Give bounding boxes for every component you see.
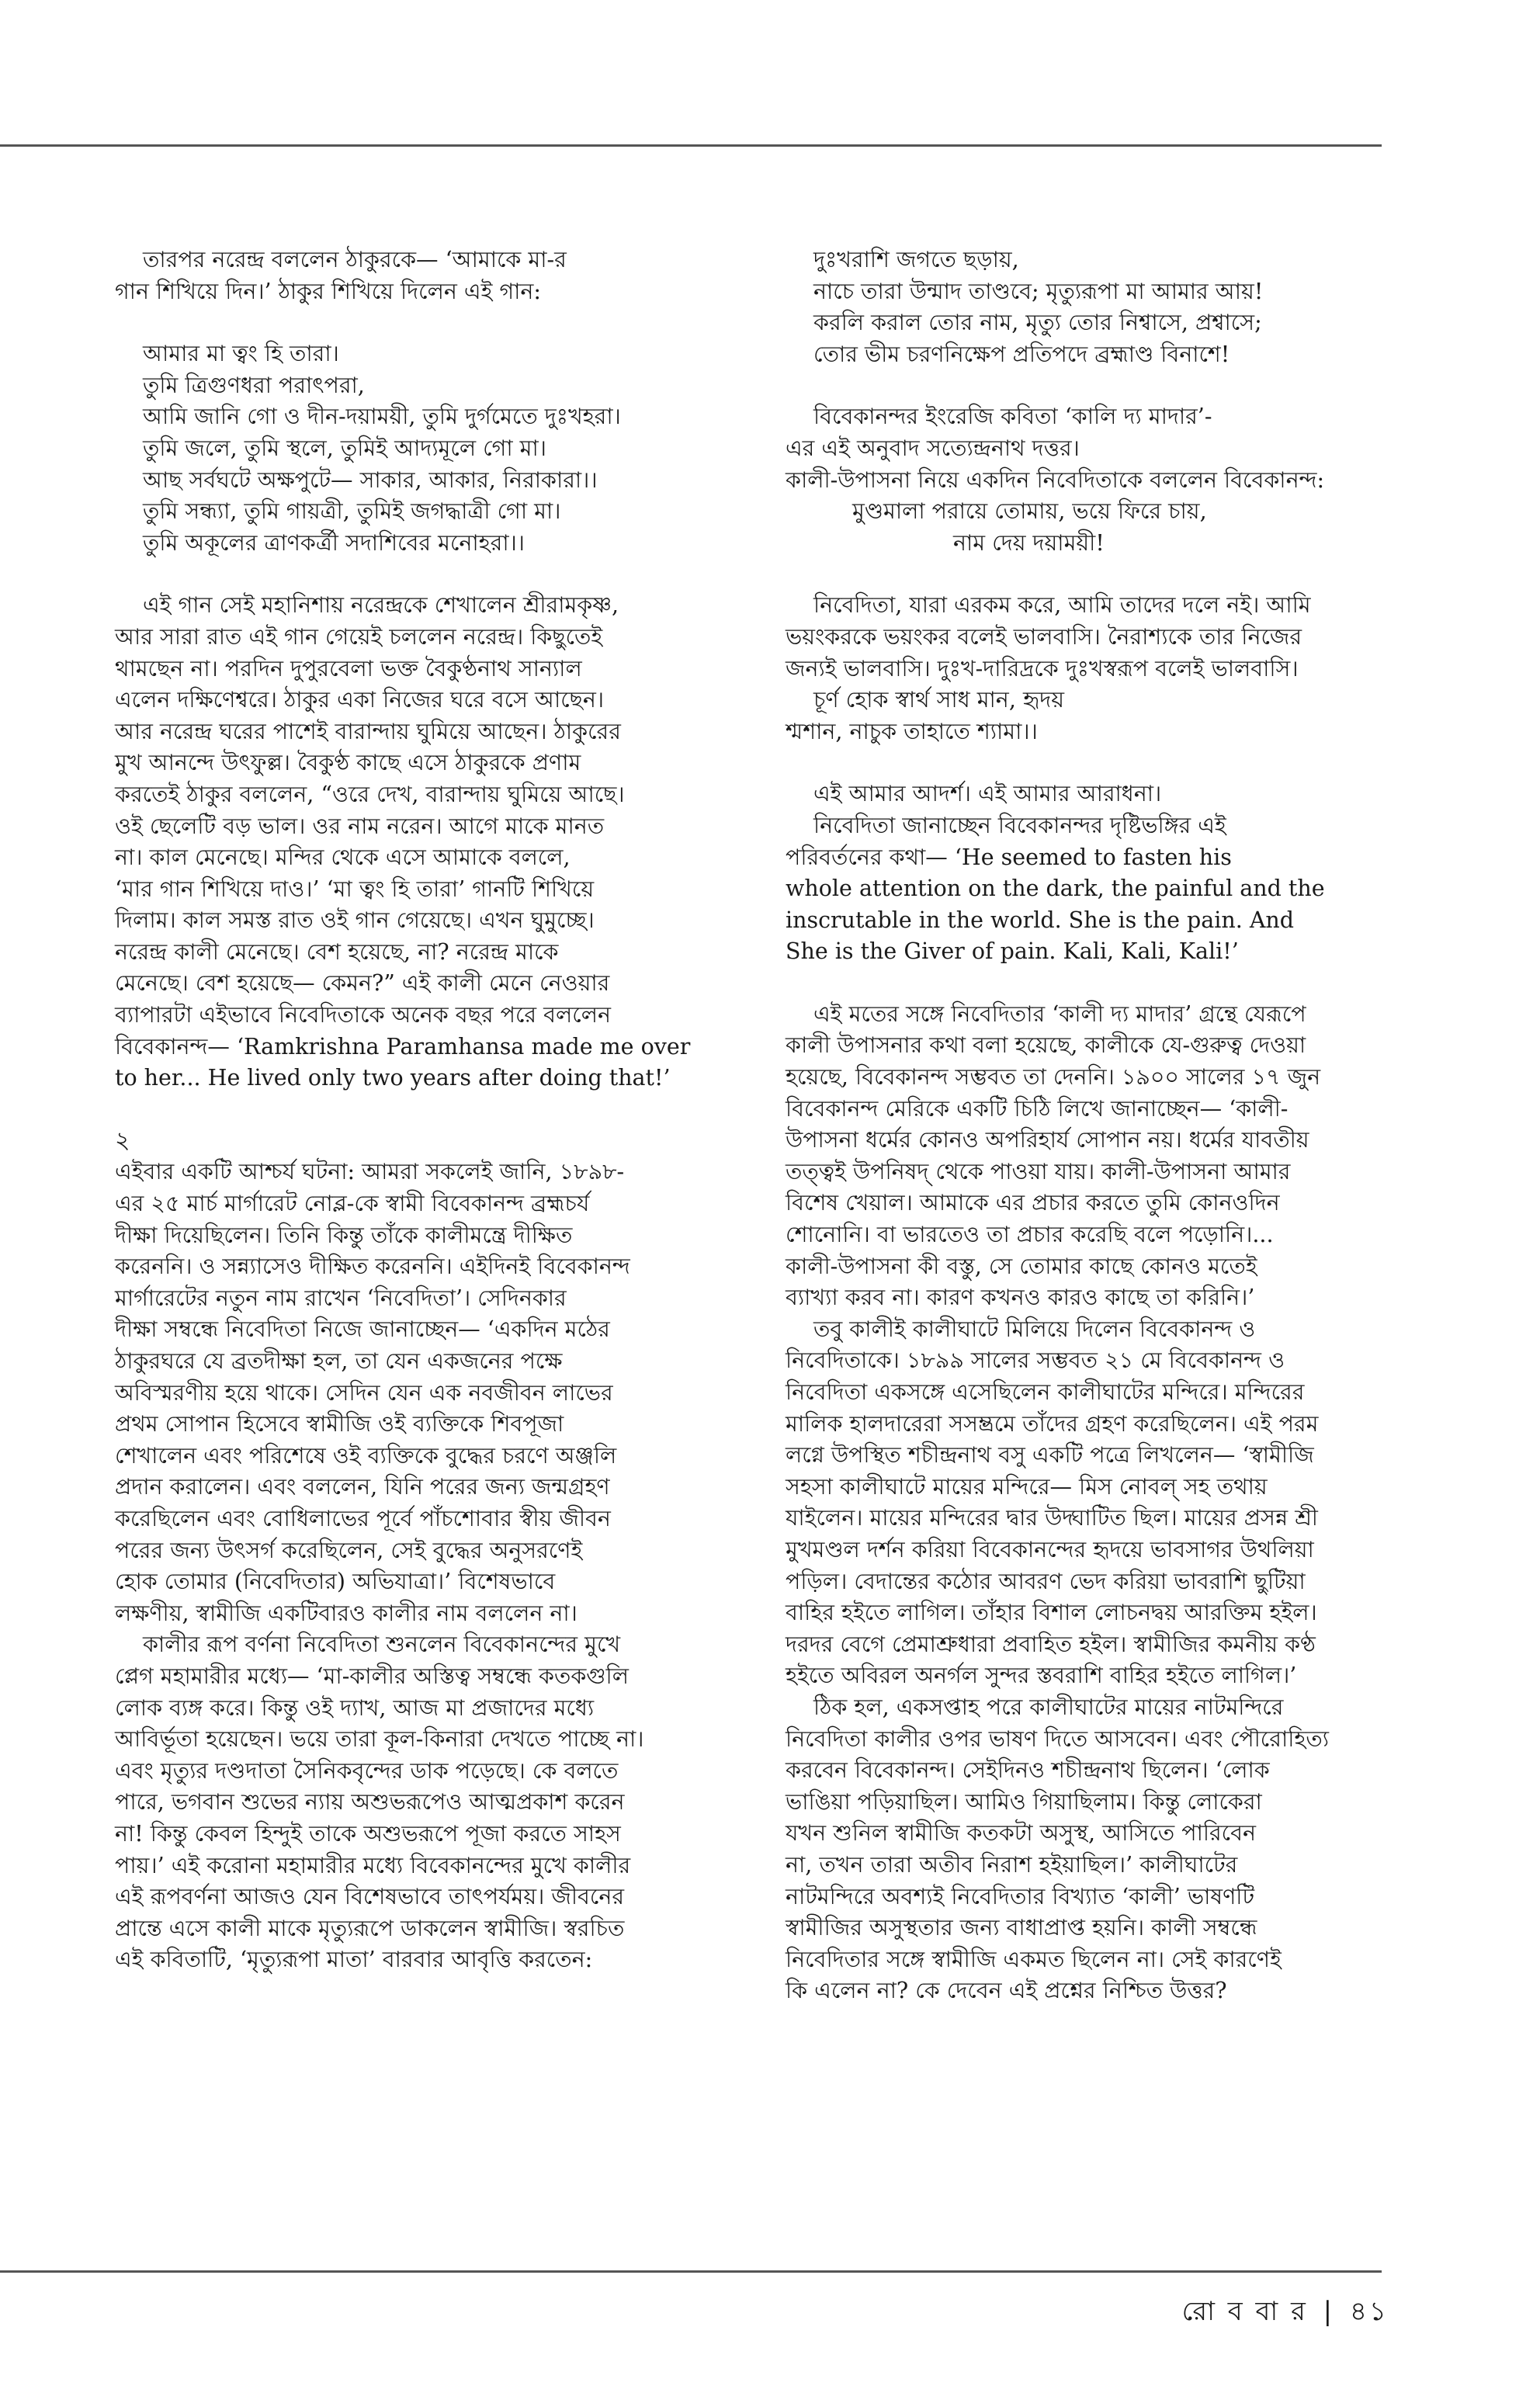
text-line: প্রদান করালেন। এবং বললেন, যিনি পরের জন্য জন্মগ্রহণ [115,1474,610,1500]
text-line: মুখমণ্ডল দর্শন করিয়া বিবেকানন্দের হৃদয়ে ভাবসাগর উথলিয়া [786,1536,1314,1562]
section-number: ২ [115,1126,130,1154]
text-line: দীক্ষা সম্বন্ধে নিবেদিতা নিজে জানাচ্ছেন— ‘একদিন মঠের [115,1316,610,1343]
text-line: মালিক হালদারেরা সসম্ভ্রমে তাঁদের গ্রহণ করেছিলেন। এই পরম [786,1410,1319,1437]
text-line: পরিবর্তনের কথা— ‘He seemed to fasten his [786,844,1232,870]
text-line: নিবেদিতা একসঙ্গে এসেছিলেন কালীঘাটের মন্দিরে। মন্দিরের [786,1379,1305,1405]
paragraph-plague [115,1629,728,1976]
text-line: তারপর নরেন্দ্র বললেন ঠাকুরকে— ‘আমাকে মা-র [143,247,567,272]
text-line: She is the Giver of pain. Kali, Kali, Kali!’ [786,938,1239,965]
text-line: আবির্ভূতা হয়েছেন। ভয়ে তারা কূল-কিনারা দেখতে পাচ্ছে না। [115,1726,644,1753]
text-line: প্লেগ মহামারীর মধ্যে— ‘মা-কালীর অস্তিত্ব সম্বন্ধে কতকগুলি [115,1663,629,1689]
text-line: হোক তোমার (নিবেদিতার) অভিযাত্রা।’ বিশেষভাবে [115,1569,556,1595]
text-line: না, তখন তারা অতীব নিরাশ হইয়াছিল।’ কালীঘাটের [786,1851,1238,1878]
text-line: কি এলেন না? কে দেবেন এই প্রশ্নের নিশ্চিত উত্তর? [786,1978,1227,2004]
verse-line: তোর ভীম চরণনিক্ষেপ প্রতিপদে ব্রহ্মাণ্ড বিনাশে! [813,341,1230,367]
text-line: এবং মৃত্যুর দণ্ডদাতা সৈনিকবৃন্দের ডাক পড়েছে। কে বলতে [115,1757,619,1784]
poem-churna [786,685,1399,747]
text-line: ঠিক হল, একসপ্তাহ পরে কালীঘাটের মায়ের নাটমন্দিরে [813,1694,1284,1720]
text-line: লক্ষণীয়, স্বামীজি একটিবারও কালীর নাম বললেন না। [115,1600,578,1626]
text-line: আর সারা রাত এই গান গেয়েই চললেন নরেন্দ্র। কিছুতেই [115,623,603,650]
text-line: না! কিন্তু কেবল হিন্দুই তাকে অশুভরূপে পূজা করতে সাহস [115,1820,621,1847]
verse-line: চূর্ণ হোক স্বার্থ সাধ মান, হৃদয় [813,687,1065,713]
publication-name: রো ব বা র [1181,2296,1308,2327]
text-line: বাহির হইতে লাগিল। তাঁহার বিশাল লোচনদ্বয় আরক্তিম হইল। [786,1600,1317,1626]
text-line: নিবেদিতা কালীর ওপর ভাষণ দিতে আসবেন। এবং পৌরোহিত্য [786,1725,1329,1752]
text-line: এইবার একটি আশ্চর্য ঘটনা: আমরা সকলেই জানি, ১৮৯৮- [115,1159,625,1185]
verse-line: নাচে তারা উন্মাদ তাণ্ডবে; মৃত্যুরূপা মা আমার আয়! [813,278,1264,304]
text-line: যখন শুনিল স্বামীজি কতকটা অসুস্থ, আসিতে পারিবেন [786,1820,1256,1847]
text-line: এই আমার আদর্শ। এই আমার আরাধনা। [813,781,1162,807]
text-line: পারে, ভগবান শুভের ন্যায় অশুভরূপেও আত্মপ্রকাশ করেন [115,1789,625,1816]
text-line: নরেন্দ্র কালী মেনেছে। বেশ হয়েছে, না? নরেন্দ্র মাকে [115,938,559,965]
text-line: স্বামীজির অসুস্থতার জন্য বাধাপ্রাপ্ত হয়নি। কালী সম্বন্ধে [786,1915,1257,1941]
text-line: থামছেন না। পরদিন দুপুরবেলা ভক্ত বৈকুণ্ঠনাথ সান্যাল [115,655,582,681]
text-line: এই মতের সঙ্গে নিবেদিতার ‘কালী দ্য মাদার’ গ্রন্থে যেরূপে [813,1001,1306,1027]
text-line: তত্ত্বই উপনিষদ্ থেকে পাওয়া যায়। কালী-উপাসনা আমার [786,1158,1291,1184]
intro-paragraph [115,245,728,276]
text-line: to her... He lived only two years after doing that!’ [115,1065,671,1091]
bottom-rule [0,2270,1382,2273]
verse-line: দুঃখরাশি জগতে ছড়ায়, [813,247,1019,272]
text-line: দিলাম। কাল সমস্ত রাত ওই গান গেয়েছে। এখন ঘুমুচ্ছে। [115,907,595,934]
text-line: মার্গারেটের নতুন নাম রাখেন ‘নিবেদিতা’। সেদিনকার [115,1285,567,1311]
text-line: ভয়ংকরকে ভয়ংকর বলেই ভালবাসি। নৈরাশ্যকে তার নিজের [786,623,1302,650]
paragraph-kali-the-mother [786,999,1399,1314]
footer-separator: | [1323,2296,1335,2327]
text-line: প্রান্তে এসে কালী মাকে মৃত্যুরূপে ডাকলেন স্বামীজি। স্বরচিত [115,1915,625,1941]
page-number: ৪১ [1349,2296,1389,2327]
text-line: পায়।’ এই করোনা মহামারীর মধ্যে বিবেকানন্দের মুখে কালীর [115,1852,631,1878]
paragraph-adarsha [786,779,1399,968]
text-line: লগ্নে উপস্থিত শচীন্দ্রনাথ বসু একটি পত্রে লিখলেন— ‘স্বামীজি [786,1442,1314,1469]
text-line: নিবেদিতার সঙ্গে স্বামীজি একমত ছিলেন না। সেই কারণেই [786,1946,1282,1972]
verse-line: করলি করাল তোর নাম, মৃত্যু তোর নিশ্বাসে, প্রশ্বাসে; [813,310,1262,336]
text-line: দরদর বেগে প্রেমাশ্রুধারা প্রবাহিত হইল। স্বামীজির কমনীয় কণ্ঠ [786,1631,1316,1657]
text-line: নাটমন্দিরে অবশ্যই নিবেদিতার বিখ্যাত ‘কালী’ ভাষণটি [786,1883,1254,1909]
text-line: দীক্ষা দিয়েছিলেন। তিনি কিন্তু তাঁকে কালীমন্ত্রে দীক্ষিত [115,1222,573,1248]
verse-line: তুমি সন্ধ্যা, তুমি গায়ত্রী, তুমিই জগদ্ধাত্রী গো মা। [143,498,561,525]
paragraph-natmandir [786,1692,1399,2007]
text-line: গান শিখিয়ে দিন।’ ঠাকুর শিখিয়ে দিলেন এই গান: [115,278,542,304]
text-line: শোনোনি। বা ভারতেও তা প্রচার করেছি বলে পড়োনি।... [786,1222,1274,1248]
text-line: শেখালেন এবং পরিশেষে ওই ব্যক্তিকে বুদ্ধের চরণে অঞ্জলি [115,1442,617,1469]
verse-line: আমি জানি গো ও দীন-দয়াময়ী, তুমি দুর্গমেতে দুঃখহরা। [143,404,621,430]
text-line: নিবেদিতাকে। ১৮৯৯ সালের সম্ভবত ২১ মে বিবেকানন্দ ও [786,1347,1285,1374]
text-line: কালী-উপাসনা কী বস্তু, সে তোমার কাছে কোনও মতেই [786,1253,1257,1279]
left-column [115,245,728,1976]
page-footer [1182,2291,1389,2336]
top-rule [0,144,1382,147]
verse-line: শ্মশান, নাচুক তাহাতে শ্যামা।। [786,718,1038,744]
text-line: পড়িল। বেদান্তের কঠোর আবরণ ভেদ করিয়া ভাবরাশি ছুটিয়া [786,1568,1306,1594]
text-line: বিবেকানন্দ মেরিকে একটি চিঠি লিখে জানাচ্ছেন— ‘কালী- [786,1095,1289,1122]
text-line: লোক ব্যঙ্গ করে। কিন্তু ওই দ্যাখ, আজ মা প্রজাদের মধ্যে [115,1694,595,1721]
text-line: উপাসনা ধর্মের কোনও অপরিহার্য সোপান নয়। ধর্মের যাবতীয় [786,1127,1309,1153]
text-line: হয়েছে, বিবেকানন্দ সম্ভবত তা দেননি। ১৯০০ সালের ১৭ জুন [786,1064,1321,1091]
text-line: পরের জন্য উৎসর্গ করেছিলেন, সেই বুদ্ধের অনুসরণেই [115,1537,583,1563]
text-line: whole attention on the dark, the painful and the [786,876,1325,902]
text-line: এর ২৫ মার্চ মার্গারেট নোব্ল-কে স্বামী বিবেকানন্দ ব্রহ্মচর্য [115,1191,590,1217]
paragraph-diksha [115,1157,728,1629]
text-line: বিবেকানন্দর ইংরেজি কবিতা ‘কালি দ্য মাদার’- [813,404,1212,430]
text-line: এই গান সেই মহানিশায় নরেন্দ্রকে শেখালেন শ্রীরামকৃষ্ণ, [143,592,619,619]
text-line: অবিস্মরণীয় হয়ে থাকে। সেদিন যেন এক নবজীবন লাভের [115,1379,613,1406]
text-line: তবু কালীই কালীঘাটে মিলিয়ে দিলেন বিবেকানন্দ ও [813,1316,1256,1342]
text-line: এলেন দক্ষিণেশ্বরে। ঠাকুর একা নিজের ঘরে বসে আছেন। [115,687,605,713]
text-line: করতেই ঠাকুর বললেন, “ওরে দেখ, বারান্দায় ঘুমিয়ে আছে। [115,781,625,807]
text-line: নিবেদিতা, যারা এরকম করে, আমি তাদের দলে নই। আমি [813,592,1311,619]
verse-line: তুমি ত্রিগুণধরা পরাৎপরা, [143,372,365,398]
verse-line: তুমি অকূলের ত্রাণকর্ত্রী সদাশিবের মনোহরা।। [143,529,525,556]
verse-line: আছ সর্বঘটে অক্ষপুটে— সাকার, আকার, নিরাকারা।। [143,466,598,493]
verse-line: তুমি জলে, তুমি স্থলে, তুমিই আদ্যমূলে গো মা। [143,435,546,461]
text-line: যাইলেন। মায়ের মন্দিরের দ্বার উদ্ঘাটিত ছিল। মায়ের প্রসন্ন শ্রী [786,1505,1318,1531]
text-line: বিশেষ খেয়াল। আমাকে এর প্রচার করতে তুমি কোনওদিন [786,1190,1280,1216]
text-line: মুখ আনন্দে উৎফুল্ল। বৈকুণ্ঠ কাছে এসে ঠাকুরকে প্রণাম [115,750,581,776]
text-line: এর এই অনুবাদ সত্যেন্দ্রনাথ দত্তর। [786,435,1080,461]
text-line: এই কবিতাটি, ‘মৃত্যুরূপা মাতা’ বারবার আবৃত্তি করতেন: [115,1947,593,1973]
text-line: না। কাল মেনেছে। মন্দির থেকে এসে আমাকে বললে, [115,844,571,871]
text-line: হইতে অবিরল অনর্গল সুন্দর স্তবরাশি বাহির হইতে লাগিল।’ [786,1663,1297,1689]
text-line: জন্যই ভালবাসি। দুঃখ-দারিদ্রকে দুঃখস্বরূপ বলেই ভালবাসি। [786,655,1299,681]
poem-mrityurupa [786,245,1399,370]
text-line: ভাঙিয়া পড়িয়াছিল। আমিও গিয়াছিলাম। কিন্তু লোকেরা [786,1788,1262,1815]
paragraph-kalighat [786,1314,1399,1692]
song-verse [115,338,728,559]
text-line: মেনেছে। বেশ হয়েছে— কেমন?” এই কালী মেনে নেওয়ার [115,970,610,997]
paragraph-ramakrishna [115,590,728,1094]
text-line: inscrutable in the world. She is the pain. And [786,907,1295,933]
text-line: কালী উপাসনার কথা বলা হয়েছে, কালীকে যে-গুরুত্ব দেওয়া [786,1032,1306,1059]
text-line: এই রূপবর্ণনা আজও যেন বিশেষভাবে তাৎপর্যময়। জীবনের [115,1884,625,1910]
text-line: নিবেদিতা জানাচ্ছেন বিবেকানন্দর দৃষ্টিভঙ্গির এই [813,812,1226,838]
paragraph-bhayankar [786,590,1399,685]
text-line: ‘মার গান শিখিয়ে দাও।’ ‘মা ত্বং হি তারা’ গানটি শিখিয়ে [115,876,595,902]
text-line: কালী-উপাসনা নিয়ে একদিন নিবেদিতাকে বললেন বিবেকানন্দ: [786,466,1325,493]
text-line: বিবেকানন্দ— ‘Ramkrishna Paramhansa made me over [115,1033,691,1060]
right-column [786,245,1399,2007]
verse-line: নাম দেয় দয়াময়ী! [953,529,1105,556]
text-line: ওই ছেলেটি বড় ভাল। ওর নাম নরেন। আগে মাকে মানত [115,813,605,839]
text-line: প্রথম সোপান হিসেবে স্বামীজি ওই ব্যক্তিকে শিবপূজা [115,1411,564,1438]
verse-line: মুণ্ডমালা পরায়ে তোমায়, ভয়ে ফিরে চায়, [852,498,1207,525]
text-line: ঠাকুরঘরে যে ব্রতদীক্ষা হল, তা যেন একজনের পক্ষে [115,1348,563,1374]
text-line: আর নরেন্দ্র ঘরের পাশেই বারান্দায় ঘুমিয়ে আছেন। ঠাকুরের [115,718,621,744]
paragraph-translation [786,401,1399,496]
poem-mundamala [786,496,1399,559]
text-line: ব্যাপারটা এইভাবে নিবেদিতাকে অনেক বছর পরে বললেন [115,1002,611,1028]
text-line: ব্যাখ্যা করব না। কারণ কখনও কারও কাছে তা করিনি।’ [786,1285,1255,1311]
text-line: করবেন বিবেকানন্দ। সেইদিনও শচীন্দ্রনাথ ছিলেন। ‘লোক [786,1757,1270,1784]
text-line: কালীর রূপ বর্ণনা নিবেদিতা শুনলেন বিবেকানন্দের মুখে [143,1632,621,1658]
text-line: করেননি। ও সন্ন্যাসেও দীক্ষিত করেননি। এইদিনই বিবেকানন্দ [115,1254,630,1280]
text-line: সহসা কালীঘাটে মায়ের মন্দিরে— মিস নোবল্ সহ তথায় [786,1473,1268,1500]
text-line: করেছিলেন এবং বোধিলাভের পূর্বে পাঁচশোবার স্বীয় জীবন [115,1505,611,1531]
verse-line: আমার মা ত্বং হি তারা। [143,341,339,367]
